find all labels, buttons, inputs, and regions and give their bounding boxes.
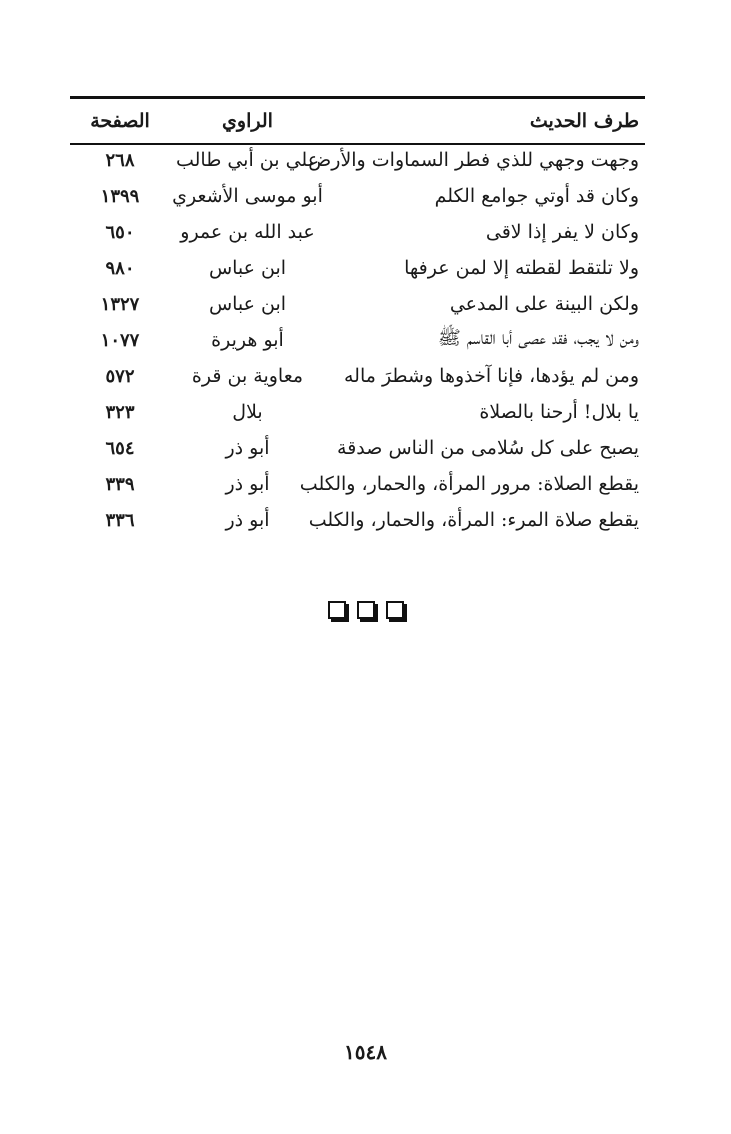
- table-row: [70, 466, 645, 502]
- hadith-cell: وجهت وجهي للذي فطر السماوات والأرض: [308, 149, 639, 171]
- narrator-cell: أبو ذر: [225, 509, 270, 531]
- square-ornament-icon: [357, 601, 375, 619]
- hadith-cell: ومن لم يؤدها، فإنا آخذوها وشطرَ ماله: [343, 365, 639, 387]
- table-row: [70, 394, 645, 430]
- hadith-cell: ولكن البينة على المدعي: [449, 293, 639, 315]
- narrator-cell: ابن عباس: [208, 257, 287, 279]
- page-cell: ٢٦٨: [105, 149, 135, 171]
- table-row: [70, 286, 645, 322]
- header-page: الصفحة: [90, 110, 150, 132]
- hadith-cell: وكان قد أوتي جوامع الكلم: [434, 185, 639, 207]
- table-row: [70, 142, 645, 178]
- hadith-cell: ولا تلتقط لقطته إلا لمن عرفها: [404, 257, 639, 279]
- page-cell: ٩٨٠: [105, 257, 135, 279]
- table-row: [70, 502, 645, 538]
- page-cell: ٣٣٩: [105, 473, 135, 495]
- section-end-ornament: [0, 601, 731, 619]
- page-cell: ٥٧٢: [105, 365, 135, 387]
- page-cell: ٣٢٣: [105, 401, 135, 423]
- table-row: [70, 430, 645, 466]
- hadith-cell: ومن لا يجب، فقد عصى أبا القاسم ﷺ: [437, 327, 639, 349]
- narrator-cell: معاوية بن قرة: [191, 365, 304, 387]
- narrator-cell: علي بن أبي طالب: [175, 149, 320, 171]
- hadith-index-table: [70, 100, 645, 538]
- hadith-cell: يقطع الصلاة: مرور المرأة، والحمار، والكلب: [299, 473, 639, 495]
- page-cell: ٣٣٦: [105, 509, 135, 531]
- narrator-cell: أبو ذر: [225, 437, 270, 459]
- page-cell: ٦٥٤: [105, 437, 135, 459]
- narrator-cell: عبد الله بن عمرو: [180, 221, 315, 243]
- page-cell: ١٣٢٧: [100, 293, 140, 315]
- header-narrator: الراوي: [222, 110, 273, 132]
- page-number: ١٥٤٨: [344, 1040, 387, 1064]
- page-cell: ١٠٧٧: [100, 329, 140, 351]
- square-ornament-icon: [328, 601, 346, 619]
- table-row: [70, 178, 645, 214]
- square-ornament-icon: [386, 601, 404, 619]
- table-body: [70, 142, 645, 538]
- narrator-cell: أبو ذر: [225, 473, 270, 495]
- narrator-cell: أبو موسى الأشعري: [172, 185, 323, 207]
- narrator-cell: بلال: [232, 401, 263, 423]
- header-row: [70, 100, 645, 142]
- narrator-cell: ابن عباس: [208, 293, 287, 315]
- table-row: [70, 214, 645, 250]
- top-rule: [70, 96, 645, 99]
- page-cell: ١٣٩٩: [100, 185, 140, 207]
- hadith-cell: يصبح على كل سُلامى من الناس صدقة: [337, 437, 639, 459]
- table-row: [70, 358, 645, 394]
- page-cell: ٦٥٠: [105, 221, 135, 243]
- table-row: [70, 250, 645, 286]
- hadith-cell: وكان لا يفر إذا لاقى: [485, 221, 639, 243]
- header-hadith: طرف الحديث: [529, 110, 639, 132]
- hadith-cell: يا بلال! أرحنا بالصلاة: [479, 401, 639, 423]
- table-header: [70, 100, 645, 142]
- table-row: [70, 322, 645, 358]
- narrator-cell: أبو هريرة: [211, 329, 284, 351]
- hadith-cell: يقطع صلاة المرء: المرأة، والحمار، والكلب: [308, 509, 639, 531]
